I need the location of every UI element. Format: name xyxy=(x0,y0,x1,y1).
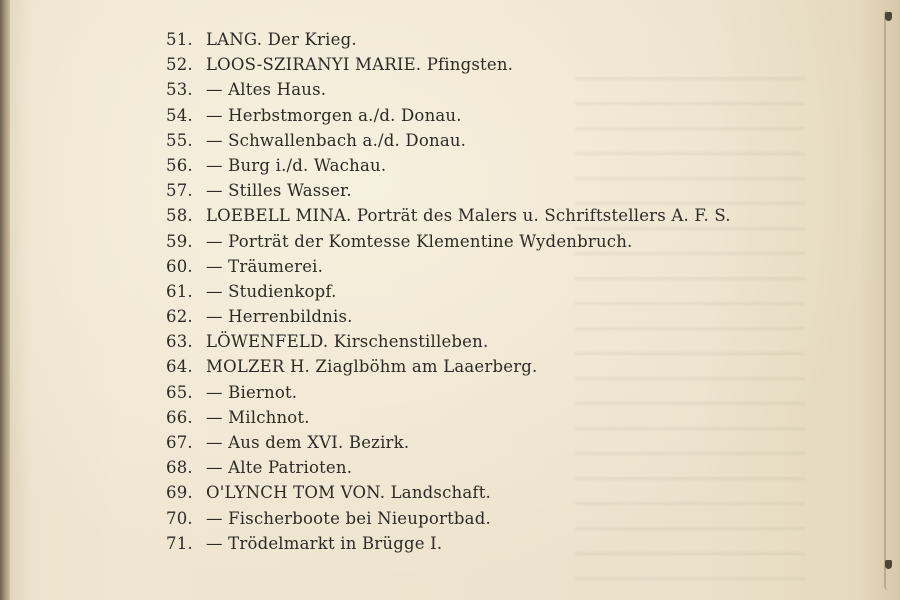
entry-number: 67. xyxy=(166,433,193,452)
entry-text: MOLZER H. Ziaglböhm am Laaerberg. xyxy=(206,357,538,377)
entry-number: 56. xyxy=(166,155,193,175)
entry-text: — Studienkopf. xyxy=(206,281,337,301)
entry-number: 62. xyxy=(166,307,193,327)
entry-number: 52. xyxy=(166,55,193,75)
catalog-entry xyxy=(166,483,731,508)
entry-text: LOEBELL MINA. Porträt des Malers u. Schriftstellers A. F. S. xyxy=(206,206,731,226)
page-right-edge xyxy=(884,10,896,590)
entry-text: — Herrenbildnis. xyxy=(206,307,353,327)
catalog-entry xyxy=(166,131,731,156)
catalog-entry xyxy=(166,106,731,131)
entry-text: — Milchnot. xyxy=(206,407,310,427)
catalog-entry xyxy=(166,257,731,282)
page-binding-edge xyxy=(0,0,10,600)
entry-number: 70. xyxy=(166,508,193,528)
catalog-entry xyxy=(166,30,731,55)
catalog-entry xyxy=(166,55,731,80)
entry-text: — Porträt der Komtesse Klementine Wydenbruch. xyxy=(206,231,633,251)
catalog-entry xyxy=(166,181,731,206)
catalog-entry xyxy=(166,408,731,433)
entry-number: 51. xyxy=(166,30,193,49)
catalog-entry xyxy=(166,282,731,307)
entry-number: 57. xyxy=(166,181,193,201)
entry-text: — Herbstmorgen a./d. Donau. xyxy=(206,105,462,125)
entry-text: — Fischerboote bei Nieuportbad. xyxy=(206,508,491,528)
entry-text: LOOS-SZIRANYI MARIE. Pfingsten. xyxy=(206,55,514,75)
catalog-entry xyxy=(166,307,731,332)
entry-number: 71. xyxy=(166,533,193,553)
entry-number: 54. xyxy=(166,105,193,125)
entry-text: — Schwallenbach a./d. Donau. xyxy=(206,130,467,150)
entry-number: 65. xyxy=(166,382,193,402)
entry-number: 69. xyxy=(166,483,193,503)
catalog-entry xyxy=(166,509,731,534)
entry-number: 66. xyxy=(166,407,193,427)
entry-text: O'LYNCH TOM VON. Landschaft. xyxy=(206,483,491,503)
entry-text: LÖWENFELD. Kirschenstilleben. xyxy=(206,332,489,352)
entry-number: 68. xyxy=(166,458,193,478)
entry-text: — Burg i./d. Wachau. xyxy=(206,155,387,175)
catalog-entry xyxy=(166,433,731,458)
catalog-entry xyxy=(166,357,731,382)
catalog-entry-list xyxy=(166,30,731,559)
edge-mark-top xyxy=(885,12,892,21)
entry-text: LANG. Der Krieg. xyxy=(206,30,357,49)
entry-text: — Stilles Wasser. xyxy=(206,181,352,201)
entry-text: — Trödelmarkt in Brügge I. xyxy=(206,533,443,553)
catalog-entry xyxy=(166,534,731,559)
catalog-entry xyxy=(166,458,731,483)
entry-number: 55. xyxy=(166,130,193,150)
entry-text: — Träumerei. xyxy=(206,256,324,276)
entry-number: 53. xyxy=(166,80,193,100)
entry-text: — Alte Patrioten. xyxy=(206,458,353,478)
catalog-entry xyxy=(166,206,731,231)
entry-text: — Altes Haus. xyxy=(206,80,327,100)
entry-number: 58. xyxy=(166,206,193,226)
catalog-entry xyxy=(166,156,731,181)
entry-text: — Biernot. xyxy=(206,382,298,402)
catalog-entry xyxy=(166,232,731,257)
entry-number: 59. xyxy=(166,231,193,251)
entry-number: 60. xyxy=(166,256,193,276)
entry-number: 61. xyxy=(166,281,193,301)
edge-mark-bottom xyxy=(885,560,892,569)
catalog-entry xyxy=(166,80,731,105)
entry-text: — Aus dem XVI. Bezirk. xyxy=(206,433,410,452)
catalog-entry xyxy=(166,332,731,357)
entry-number: 63. xyxy=(166,332,193,352)
entry-number: 64. xyxy=(166,357,193,377)
catalog-entry xyxy=(166,383,731,408)
